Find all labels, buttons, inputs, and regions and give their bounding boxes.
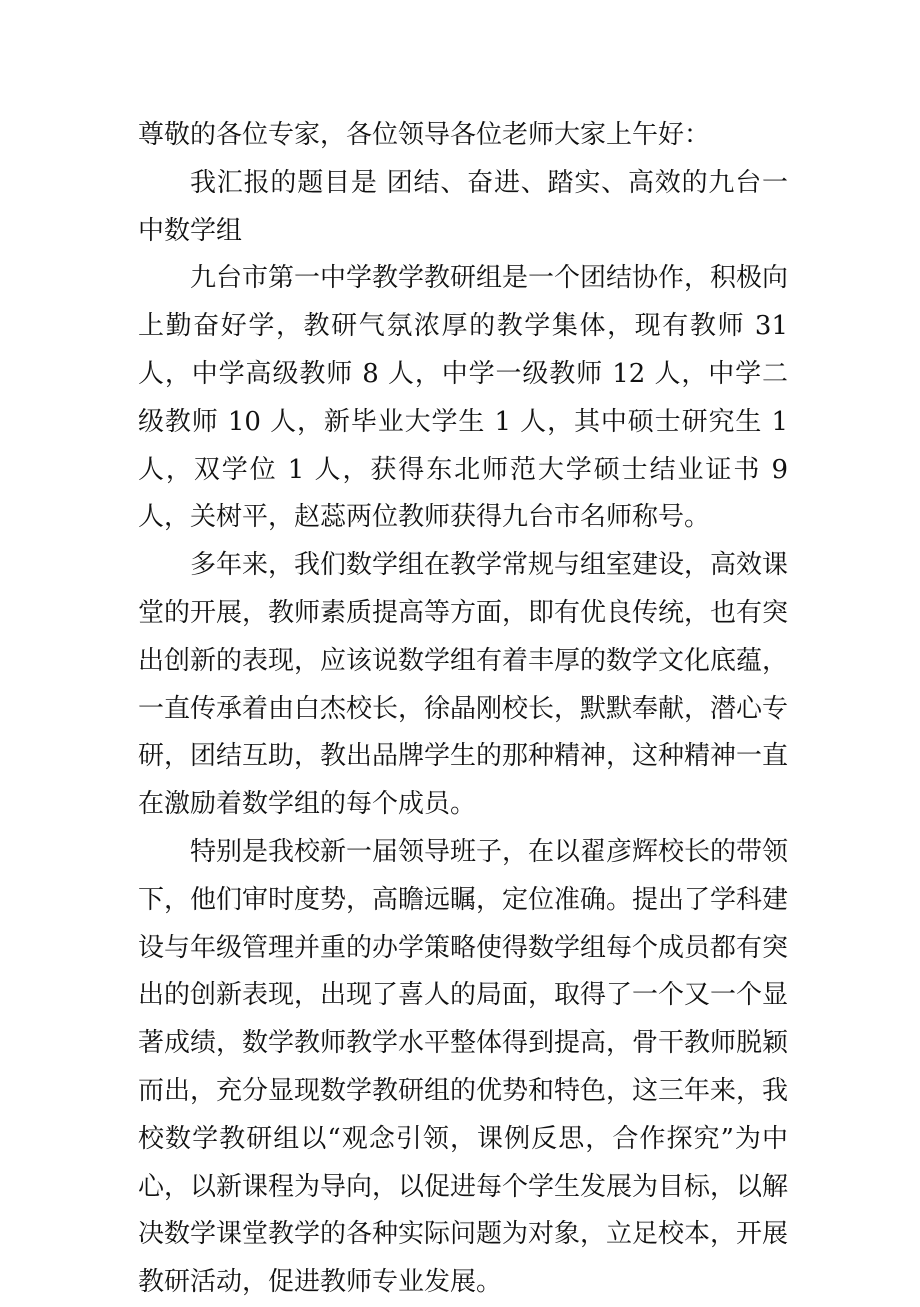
document-body xyxy=(138,112,788,1307)
leadership-paragraph: 特别是我校新一届领导班子，在以翟彦辉校长的带领下，他们审时度势，高瞻远瞩，定位准确。提出了学科建设与年级管理并重的办学策略使得数学组每个成员都有突出的创新表现，出现了喜人的局面，取得了一个又一个显著成绩，数学教师教学水平整体得到提高，骨干教师脱颖而出，充分显现数学教研组的优势和特色，这三年来，我校数学教研组以“观念引领，课例反思，合作探究”为中心，以新课程为导向，以促进每个学生发展为目标，以解决数学课堂教学的各种实际问题为对象，立足校本，开展教研活动，促进教师专业发展。 xyxy=(138,836,789,1298)
report-title-paragraph: 我汇报的题目是 团结、奋进、踏实、高效的九台一中数学组 xyxy=(138,167,788,246)
tradition-paragraph: 多年来，我们数学组在教学常规与组室建设，高效课堂的开展，教师素质提高等方面，即有优良传统，也有突出创新的表现，应该说数学组有着丰厚的数学文化底蕴，一直传承着由白杰校长，徐晶刚校长，默默奉献，潜心专研，团结互助，教出品牌学生的那种精神，这种精神一直在激励着数学组的每个成员。 xyxy=(138,550,789,820)
greeting-paragraph: 尊敬的各位专家，各位领导各位老师大家上午好： xyxy=(138,120,711,150)
group-intro-paragraph: 九台市第一中学教学教研组是一个团结协作，积极向上勤奋好学，教研气氛浓厚的教学集体，现有教师 31 人，中学高级教师 8 人，中学一级教师 12 人，中学二级教师 10 人，新毕业大学生 1 人，其中硕士研究生 1 人，双学位 1 人，获得东北师范大学硕士结业证书 9 人，关树平，赵蕊两位教师获得九台市名师称号。 xyxy=(138,263,789,533)
